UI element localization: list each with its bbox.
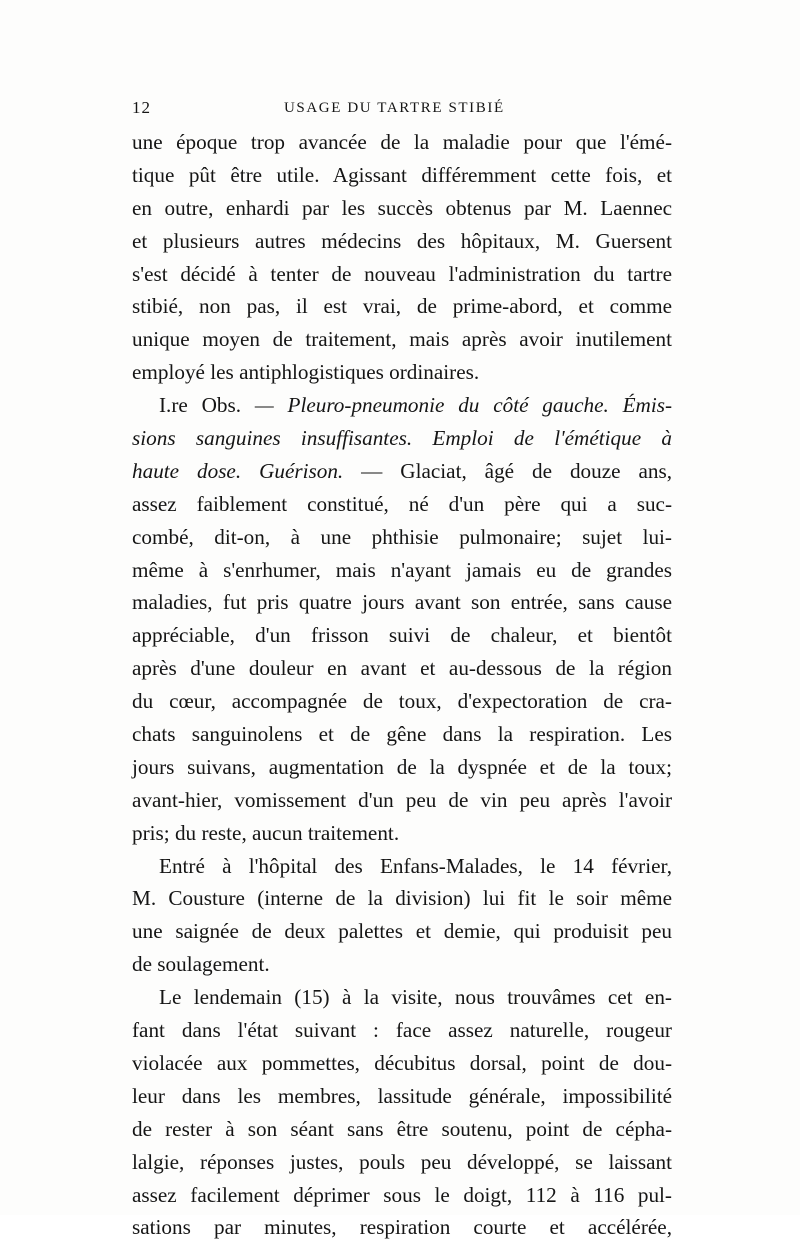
observation-heading-line [132, 389, 672, 422]
text-line: employé les antiphlogistiques ordinaires. [132, 360, 480, 385]
page-number: 12 [132, 98, 151, 117]
text-line: de soulagement. [132, 952, 270, 977]
text-line: appréciable, d'un frisson suivi de chaleur, et bientôt [132, 623, 672, 648]
text-line: lalgie, réponses justes, pouls peu développé, se laissant [132, 1149, 672, 1174]
text-line: chats sanguinolens et de gêne dans la respiration. Les [132, 722, 672, 747]
text-line: fant dans l'état suivant : face assez naturelle, rougeur [132, 1018, 672, 1043]
text-line: sations par minutes, respiration courte et accélérée, [132, 1215, 672, 1240]
observation-title: — Pleuro-pneumonie du côté gauche. Émis- [241, 393, 673, 418]
body-text [132, 126, 672, 1244]
text-line: tique pût être utile. Agissant différemment cette fois, et [132, 162, 672, 187]
text-line: leur dans les membres, lassitude générale, impossibilité [132, 1083, 672, 1108]
patient-intro: — Glaciat, âgé de douze ans, [343, 458, 672, 483]
text-line: du cœur, accompagnée de toux, d'expectoration de cra- [132, 689, 672, 714]
running-title: USAGE DU TARTRE STIBIÉ [284, 100, 505, 116]
text-line: une époque trop avancée de la maladie pour que l'émé- [132, 130, 672, 154]
text-line: unique moyen de traitement, mais après avoir inutilement [132, 327, 672, 352]
text-line: et plusieurs autres médecins des hôpitaux, M. Guersent [132, 228, 672, 253]
observation-number: I.re Obs. [159, 393, 242, 418]
text-line: pris; du reste, aucun traitement. [132, 820, 400, 845]
observation-title-line: sions sanguines insuffisantes. Emploi de l'émétique à [132, 426, 672, 451]
observation-title-end: haute dose. Guérison. [132, 458, 344, 483]
text-line: assez faiblement constitué, né d'un père qui a suc- [132, 491, 672, 516]
text-line: violacée aux pommettes, décubitus dorsal, point de dou- [132, 1050, 672, 1075]
text-line: combé, dit-on, à une phthisie pulmonaire; sujet lui- [132, 524, 672, 549]
running-head [132, 98, 672, 122]
text-line: stibié, non pas, il est vrai, de prime-abord, et comme [132, 294, 672, 319]
text-line: maladies, fut pris quatre jours avant son entrée, sans cause [132, 590, 672, 615]
text-line: Entré à l'hôpital des Enfans-Malades, le 14 février, [159, 853, 672, 878]
text-line: après d'une douleur en avant et au-dessous de la région [132, 656, 672, 681]
text-line: s'est décidé à tenter de nouveau l'administration du tartre [132, 261, 672, 286]
text-line: de rester à son séant sans être soutenu, point de cépha- [132, 1116, 672, 1141]
text-line: même à s'enrhumer, mais n'ayant jamais eu de grandes [132, 557, 672, 582]
text-line: M. Cousture (interne de la division) lui fit le soir même [132, 886, 672, 911]
text-line: assez facilement déprimer sous le doigt, 112 à 116 pul- [132, 1182, 672, 1207]
text-line [132, 455, 672, 488]
text-line: jours suivans, augmentation de la dyspnée et de la toux; [132, 754, 672, 779]
text-line: une saignée de deux palettes et demie, qui produisit peu [132, 919, 672, 944]
text-line: avant-hier, vomissement d'un peu de vin peu après l'avoir [132, 787, 672, 812]
text-line: Le lendemain (15) à la visite, nous trouvâmes cet en- [159, 985, 672, 1010]
text-line: en outre, enhardi par les succès obtenus par M. Laennec [132, 195, 672, 220]
